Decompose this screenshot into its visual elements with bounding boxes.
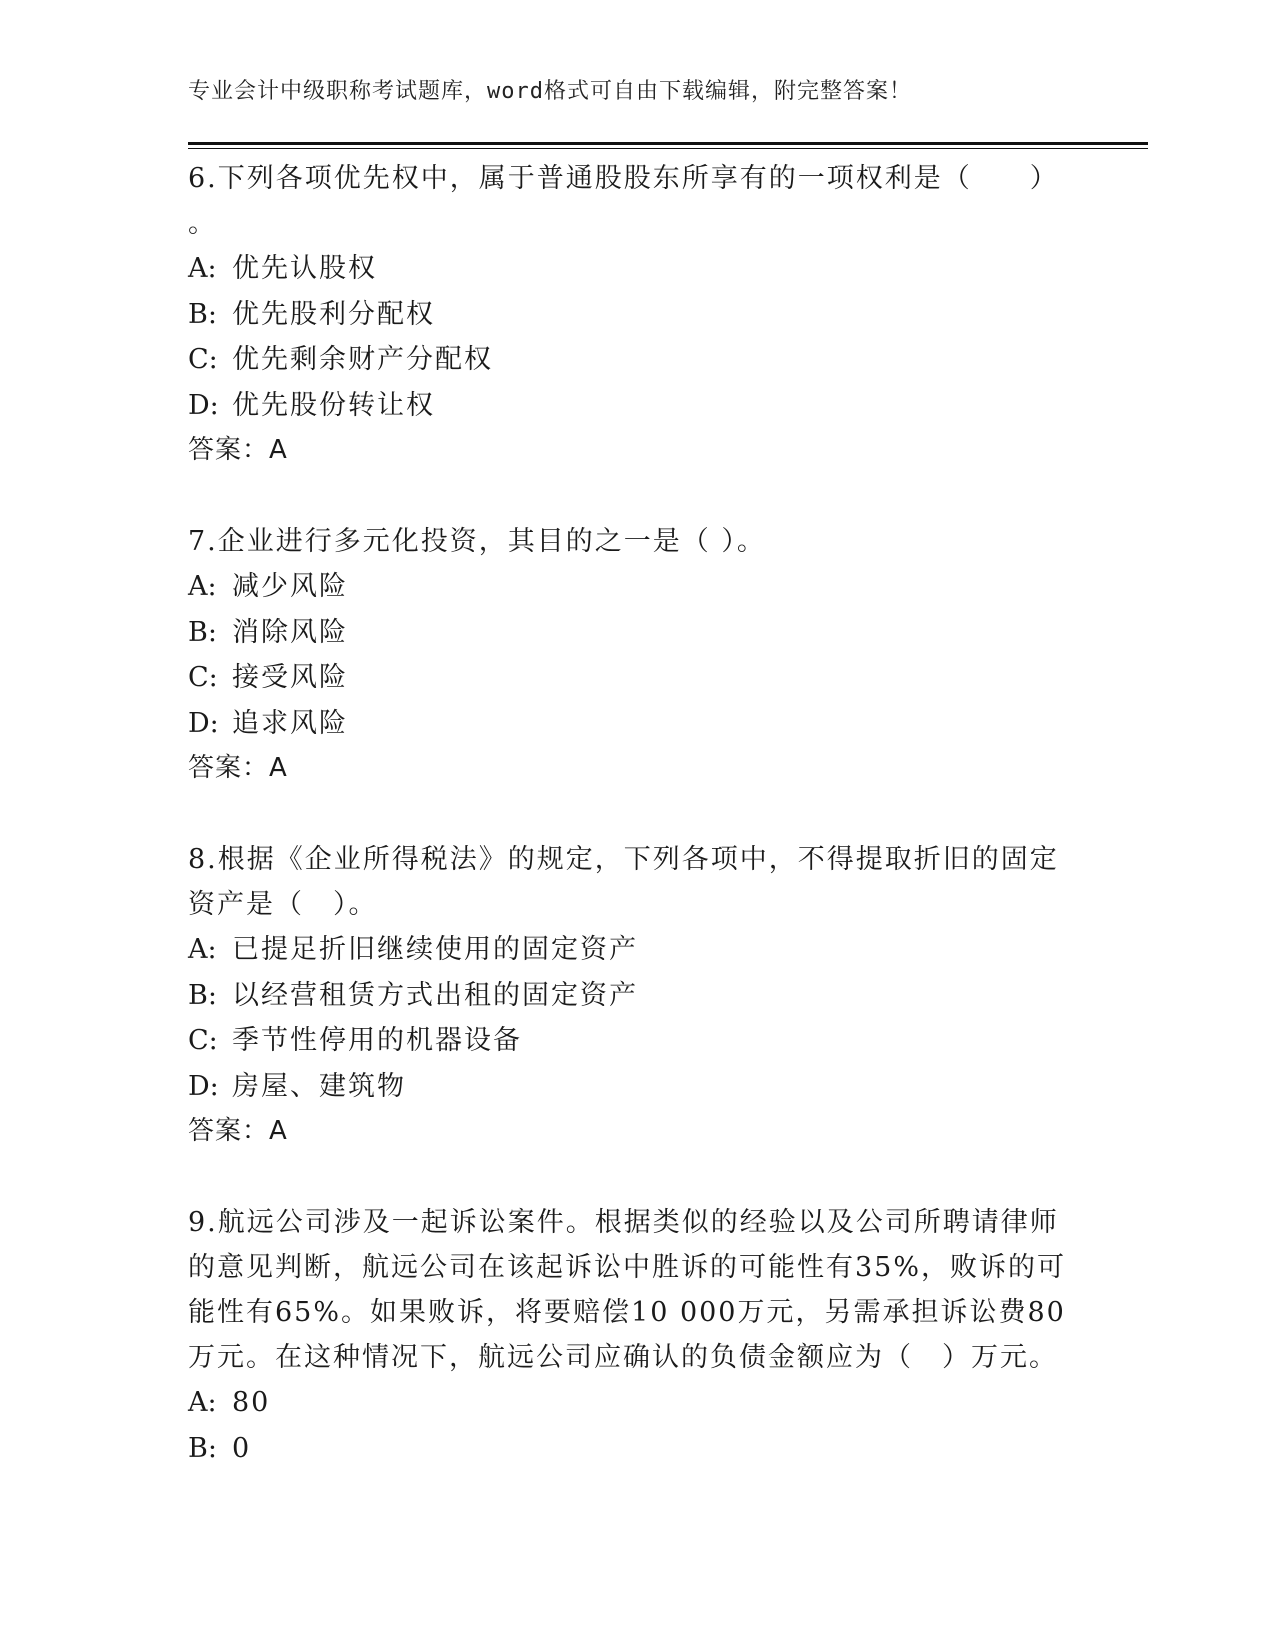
option-letter: C:: [188, 1025, 218, 1056]
question-8: [188, 837, 1068, 1154]
answer-line: 答案：A: [188, 753, 288, 783]
option-text: 已提足折旧继续使用的固定资产: [232, 934, 638, 965]
option-text: 优先认股权: [232, 253, 377, 284]
option-letter: B:: [188, 979, 217, 1011]
option-letter: C:: [188, 344, 218, 375]
question-stem-line: 8.根据《企业所得税法》的规定，下列各项中，不得提取折旧的固定: [188, 844, 1059, 875]
option-letter: C:: [188, 662, 218, 693]
option-c: [188, 655, 1068, 701]
option-text: 接受风险: [232, 662, 348, 693]
option-text: 消除风险: [232, 616, 348, 648]
option-a: [188, 564, 1068, 610]
answer-line: 答案：A: [188, 1116, 288, 1146]
option-letter: B:: [188, 298, 217, 330]
question-stem-line: 资产是（ ）。: [188, 889, 378, 920]
option-b: [188, 292, 1068, 338]
option-text: 追求风险: [232, 707, 348, 739]
option-text: 以经营租赁方式出租的固定资产: [232, 979, 638, 1011]
option-letter: D:: [188, 389, 219, 421]
question-stem-line: 的意见判断，航远公司在该起诉讼中胜诉的可能性有35%，败诉的可: [188, 1252, 1067, 1283]
option-letter: D:: [188, 707, 219, 739]
option-b: [188, 973, 1068, 1019]
header-rule-thick: [188, 142, 1148, 145]
question-7: [188, 519, 1068, 791]
question-list: [188, 156, 1068, 1471]
header-rule-thin: [188, 148, 1148, 149]
answer-line: 答案：A: [188, 435, 288, 465]
question-stem-line: 万元。在这种情况下，航远公司应确认的负债金额应为（ ）万元。: [188, 1342, 1058, 1373]
option-a: [188, 246, 1068, 292]
option-a: [188, 927, 1068, 973]
option-letter: D:: [188, 1070, 219, 1102]
option-letter: A:: [188, 1387, 217, 1418]
question-stem-line: 9.航远公司涉及一起诉讼案件。根据类似的经验以及公司所聘请律师: [188, 1207, 1059, 1238]
option-b: [188, 1426, 1068, 1472]
option-d: [188, 1064, 1068, 1110]
question-9: [188, 1200, 1068, 1471]
question-stem-line: 7.企业进行多元化投资，其目的之一是（ ）。: [188, 526, 766, 557]
question-stem-line: 。: [188, 208, 217, 239]
option-letter: A:: [188, 253, 217, 284]
option-text: 房屋、建筑物: [232, 1070, 406, 1102]
option-text: 优先剩余财产分配权: [232, 344, 493, 375]
option-text: 0: [232, 1432, 252, 1464]
option-text: 优先股份转让权: [232, 389, 435, 421]
option-d: [188, 701, 1068, 747]
option-text: 优先股利分配权: [232, 298, 435, 330]
option-text: 季节性停用的机器设备: [232, 1025, 522, 1056]
option-c: [188, 337, 1068, 383]
question-stem-line: 6.下列各项优先权中，属于普通股股东所享有的一项权利是（ ）: [188, 163, 1059, 194]
option-letter: B:: [188, 1432, 217, 1464]
option-d: [188, 383, 1068, 429]
option-letter: A:: [188, 934, 217, 965]
question-stem-line: 能性有65%。如果败诉，将要赔偿10 000万元，另需承担诉讼费80: [188, 1297, 1066, 1328]
option-text: 减少风险: [232, 571, 348, 602]
option-letter: B:: [188, 616, 217, 648]
option-a: [188, 1380, 1068, 1426]
option-c: [188, 1018, 1068, 1064]
option-b: [188, 610, 1068, 656]
option-text: 80: [232, 1387, 271, 1418]
question-6: [188, 156, 1068, 473]
page-header: 专业会计中级职称考试题库，word格式可自由下载编辑，附完整答案！: [188, 79, 912, 104]
option-letter: A:: [188, 571, 217, 602]
